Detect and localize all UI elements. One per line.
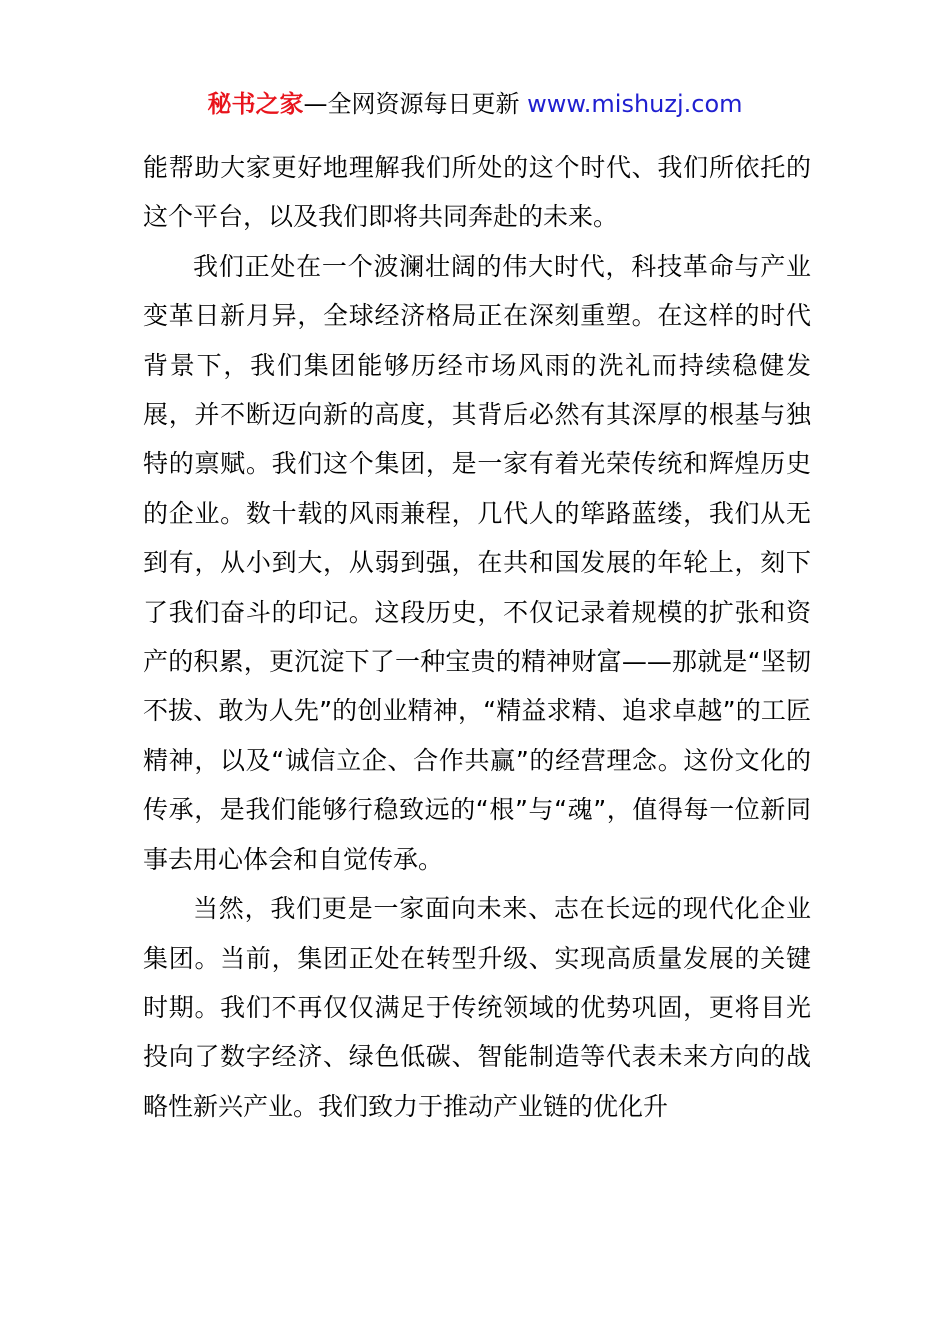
paragraph-continuation: 能帮助大家更好地理解我们所处的这个时代、我们所依托的这个平台，以及我们即将共同奔赴的未来。 — [143, 153, 811, 232]
paragraph-future-strategy: 当然，我们更是一家面向未来、志在长远的现代化企业集团。当前，集团正处在转型升级、实现高质量发展的关键时期。我们不再仅仅满足于传统领域的优势巩固，更将目光投向了数字经济、绿色低碳、智能制造等代表未来方向的战略性新兴产业。我们致力于推动产业链的优化升 — [143, 894, 811, 1121]
header-tagline: —全网资源每日更新 — [303, 90, 528, 118]
site-url-link[interactable]: www.mishuzj.com — [527, 90, 743, 118]
brand-name: 秘书之家 — [207, 90, 304, 118]
site-header — [0, 86, 950, 122]
document-body — [143, 143, 811, 1131]
paragraph-era-and-history: 我们正处在一个波澜壮阔的伟大时代，科技革命与产业变革日新月异，全球经济格局正在深刻重塑。在这样的时代背景下，我们集团能够历经市场风雨的洗礼而持续稳健发展，并不断迈向新的高度，其背后必然有其深厚的根基与独特的禀赋。我们这个集团，是一家有着光荣传统和辉煌历史的企业。数十载的风雨兼程，几代人的筚路蓝缕，我们从无到有，从小到大，从弱到强，在共和国发展的年轮上，刻下了我们奋斗的印记。这段历史，不仅记录着规模的扩张和资产的积累，更沉淀下了一种宝贵的精神财富——那就是“坚韧不拔、敢为人先”的创业精神，“精益求精、追求卓越”的工匠精神，以及“诚信立企、合作共赢”的经营理念。这份文化的传承，是我们能够行稳致远的“根”与“魂”，值得每一位新同事去用心体会和自觉传承。 — [143, 251, 811, 874]
